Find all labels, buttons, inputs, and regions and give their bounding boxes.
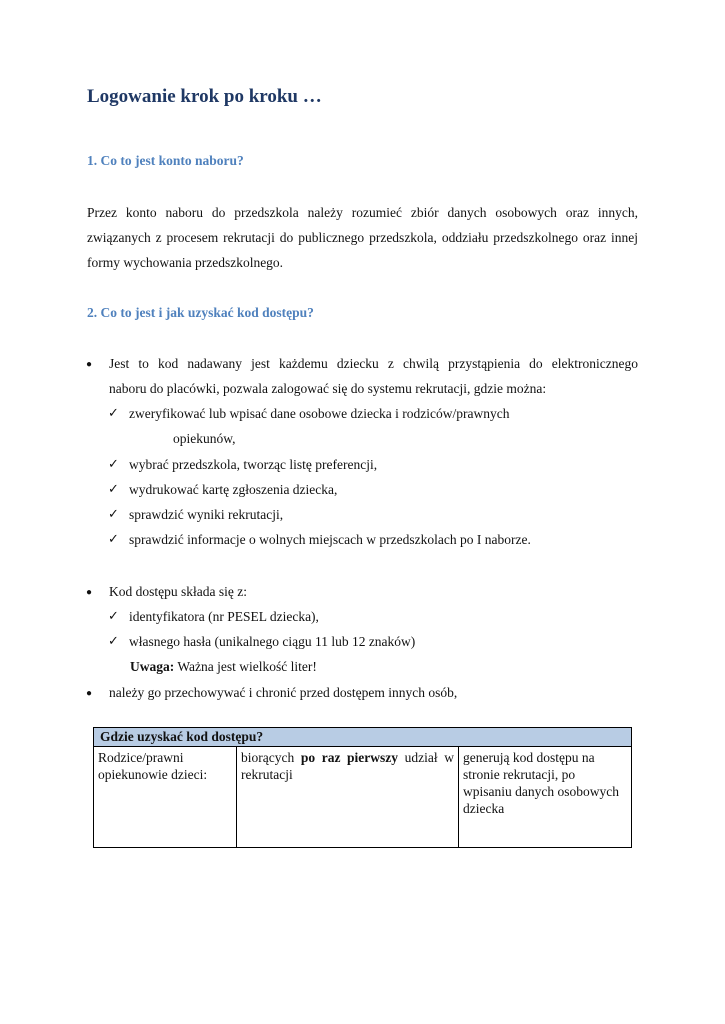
check-item: identyfikatora (nr PESEL dziecka), [129, 609, 319, 624]
bullet2-text: Kod dostępu składa się z: [109, 584, 247, 599]
bullet-dot-icon: ● [86, 587, 93, 598]
document-title: Logowanie krok po kroku … [87, 86, 322, 107]
table-row [94, 747, 632, 848]
bullet1-line2: naboru do placówki, pozwala zalogować się do systemu rekrutacji, gdzie można: [109, 381, 547, 396]
checkmark-icon: ✓ [108, 481, 119, 496]
check-item: zweryfikować lub wpisać dane osobowe dziecka i rodziców/prawnych [129, 406, 510, 421]
check-item-continuation: opiekunów, [173, 431, 236, 446]
checkmark-icon: ✓ [108, 633, 119, 648]
check-item: sprawdzić wyniki rekrutacji, [129, 507, 284, 522]
cell-bold-text: po raz pierwszy [300, 750, 399, 765]
check-item: wybrać przedszkola, tworząc listę preferencji, [129, 457, 378, 472]
section2-heading: 2. Co to jest i jak uzyskać kod dostępu? [87, 305, 314, 320]
note-label: Uwaga: [130, 659, 175, 674]
cell-text: biorących [241, 750, 301, 765]
checkmark-icon: ✓ [108, 456, 119, 471]
table-header: Gdzie uzyskać kod dostępu? [94, 728, 632, 747]
bullet-dot-icon: ● [86, 688, 93, 699]
note [130, 659, 317, 675]
table-cell-first-time [237, 747, 459, 848]
check-item: własnego hasła (unikalnego ciągu 11 lub 12 znaków) [129, 634, 416, 649]
checkmark-icon: ✓ [108, 506, 119, 521]
table-cell-generate-code: generują kod dostępu na stronie rekrutacji, po wpisaniu danych osobowych dziecka [459, 747, 632, 848]
bullet-dot-icon: ● [86, 359, 93, 370]
check-item: sprawdzić informacje o wolnych miejscach w przedszkolach po I naborze. [129, 532, 531, 547]
checkmark-icon: ✓ [108, 608, 119, 623]
section1-paragraph: Przez konto naboru do przedszkola należy rozumieć zbiór danych osobowych oraz innych, związanych z procesem rekrutacji do publicznego przedszkola, oddziału przedszkolnego oraz innej formy wychowania przedszkolnego. [87, 205, 638, 270]
section1-heading: 1. Co to jest konto naboru? [87, 153, 244, 168]
checkmark-icon: ✓ [108, 531, 119, 546]
note-text: Ważna jest wielkość liter! [174, 659, 317, 674]
bullet1-line1: Jest to kod nadawany jest każdemu dziecku z chwilą przystąpienia do elektronicznego [109, 356, 638, 371]
cell-text: udział w rekrutacji [241, 750, 454, 782]
table-cell-parents: Rodzice/prawni opiekunowie dzieci: [94, 747, 237, 848]
access-code-table [93, 727, 632, 848]
checkmark-icon: ✓ [108, 405, 119, 420]
check-item: wydrukować kartę zgłoszenia dziecka, [129, 482, 338, 497]
bullet3-text: należy go przechowywać i chronić przed dostępem innych osób, [109, 685, 458, 700]
